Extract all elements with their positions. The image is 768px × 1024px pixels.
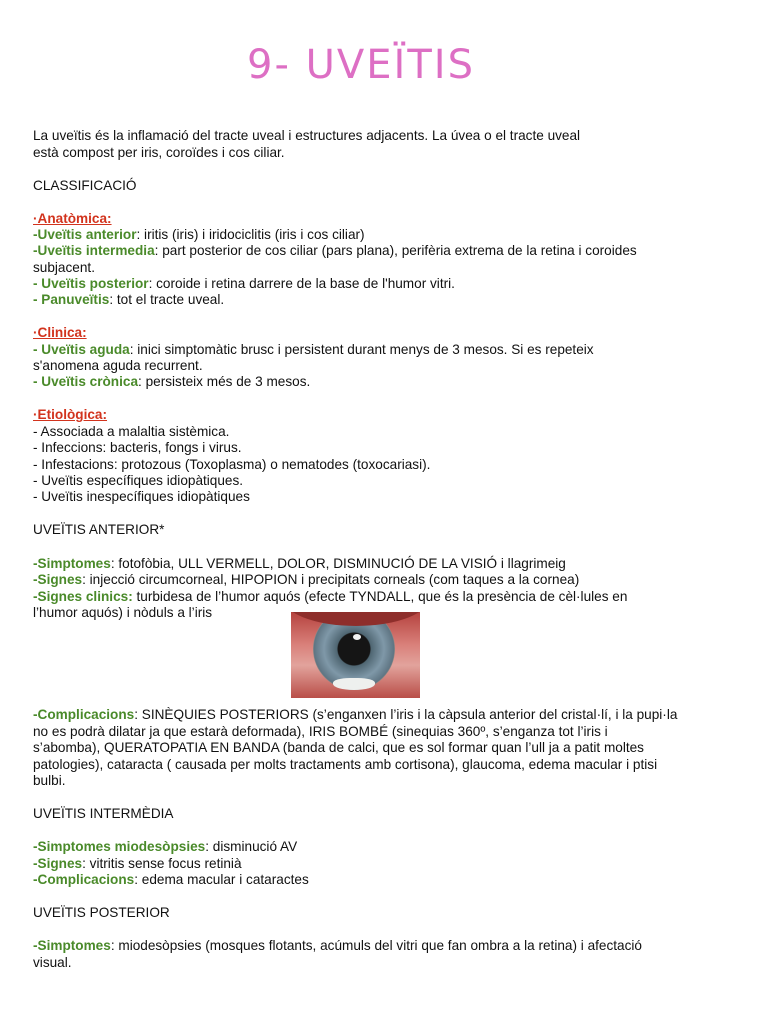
anterior-complicacions-cont: bulbi.: [33, 773, 66, 788]
eye-hypopion-photo: [291, 612, 420, 698]
etiologica-item: - Infestacions: protozous (Toxoplasma) o nematodes (toxocariasi).: [33, 457, 431, 472]
classificacio-heading: CLASSIFICACIÓ: [33, 178, 137, 193]
anterior-complicacions: -Complicacions: SINÈQUIES POSTERIORS (s’enganxen l’iris i la càpsula anterior del cristal·lí, i la pupi·la: [33, 707, 678, 722]
hypopion-shape: [333, 678, 375, 690]
uveitis-aguda-def-cont: s'anomena aguda recurrent.: [33, 358, 203, 373]
uveitis-anterior-heading: UVEÏTIS ANTERIOR*: [33, 522, 165, 537]
upper-lid-shape: [291, 612, 420, 626]
intro-line-2: està compost per iris, coroïdes i cos ciliar.: [33, 145, 285, 160]
uveitis-anterior-def: -Uveïtis anterior: iritis (iris) i iridociclitis (iris i cos ciliar): [33, 227, 365, 242]
uveitis-posterior-heading: UVEÏTIS POSTERIOR: [33, 905, 170, 920]
panuveitis-def: - Panuveïtis: tot el tracte uveal.: [33, 292, 225, 307]
anterior-complicacions-cont: no es podrà dilatar ja que estarà deformada), IRIS BOMBÉ (sinequias 360º, s’enganza tot l’iris i: [33, 724, 608, 739]
etiologica-item: - Associada a malaltia sistèmica.: [33, 424, 230, 439]
anterior-complicacions-cont: patologies), cataracta ( causada per molts tractaments amb cortisona), glaucoma, edema macular i ptisi: [33, 757, 658, 772]
clinica-heading: ·Clinica:: [33, 325, 87, 340]
intermedia-signes: -Signes: vitritis sense focus retinià: [33, 856, 242, 871]
uveitis-aguda-def: - Uveïtis aguda: inici simptomàtic brusc i persistent durant menys de 3 mesos. Si es repeteix: [33, 342, 594, 357]
intro-line-1: La uveïtis és la inflamació del tracte uveal i estructures adjacents. La úvea o el tracte uveal: [33, 128, 581, 143]
uveitis-intermedia-def-cont: subjacent.: [33, 260, 95, 275]
anterior-signes-clinics: -Signes clinics: turbidesa de l’humor aquós (efecte TYNDALL, que és la presència de cèl·lules en: [33, 589, 628, 604]
etiologica-item: - Uveïtis inespecífiques idiopàtiques: [33, 489, 250, 504]
intermedia-complicacions: -Complicacions: edema macular i cataractes: [33, 872, 309, 887]
anterior-signes: -Signes: injecció circumcorneal, HIPOPION i precipitats corneals (com taques a la cornea): [33, 572, 580, 587]
etiologica-item: - Infeccions: bacteris, fongs i virus.: [33, 440, 242, 455]
uveitis-intermedia-def: -Uveïtis intermedia: part posterior de cos ciliar (pars plana), perifèria extrema de la retina i coroides: [33, 243, 637, 258]
page-title: 9- UVEÏTIS: [247, 42, 475, 88]
anterior-complicacions-cont: s’abomba), QUERATOPATIA EN BANDA (banda de calci, que es sol formar quan l’ull ja a patit moltes: [33, 740, 644, 755]
intermedia-simptomes: -Simptomes miodesòpsies: disminució AV: [33, 839, 298, 854]
uveitis-posterior-def: - Uveïtis posterior: coroide i retina darrere de la base de l'humor vitri.: [33, 276, 455, 291]
uveitis-cronica-def: - Uveïtis crònica: persisteix més de 3 mesos.: [33, 374, 311, 389]
etiologica-item: - Uveïtis específiques idiopàtiques.: [33, 473, 244, 488]
uveitis-intermedia-heading: UVEÏTIS INTERMÈDIA: [33, 806, 174, 821]
posterior-simptomes: -Simptomes: miodesòpsies (mosques flotants, acúmuls del vitri que fan ombra a la retina) i afectació: [33, 938, 642, 953]
light-reflex-shape: [353, 634, 361, 640]
anatomica-heading: ·Anatòmica:: [33, 211, 112, 226]
anterior-simptomes: -Simptomes: fotofòbia, ULL VERMELL, DOLOR, DISMINUCIÓ DE LA VISIÓ i llagrimeig: [33, 556, 566, 571]
etiologica-heading: ·Etiològica:: [33, 407, 108, 422]
posterior-simptomes-cont: visual.: [33, 955, 72, 970]
anterior-signes-clinics-cont: l’humor aquós) i nòduls a l’iris: [33, 605, 213, 620]
